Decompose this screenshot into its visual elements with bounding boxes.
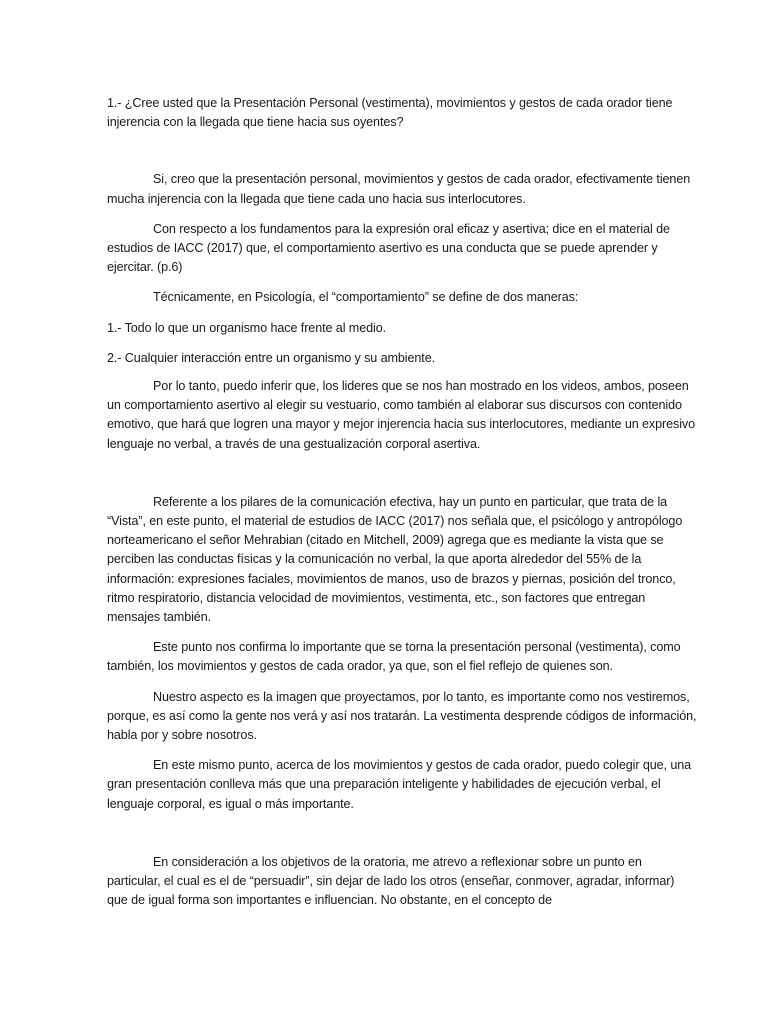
list-item-2: 2.- Cualquier interacción entre un organismo y su ambiente. bbox=[107, 350, 436, 365]
paragraph-assertive-behavior: Con respecto a los fundamentos para la expresión oral eficaz y asertiva; dice en el material de estudios de IACC (2017) que, el comportamiento asertivo es una conducta que se puede aprender y ejercitar. (p.6) bbox=[107, 221, 670, 275]
paragraph-movements-gestures: En este mismo punto, acerca de los movimientos y gestos de cada orador, puedo colegir que, una gran presentación conlleva más que una preparación inteligente y habilidades de ejecución verbal, el lenguaje corporal, es igual o más importante. bbox=[107, 758, 692, 811]
paragraph-answer-intro: Si, creo que la presentación personal, movimientos y gestos de cada orador, efectivamente tienen mucha injerencia con la llegada que tiene cada uno hacia sus interlocutores. bbox=[107, 172, 691, 206]
paragraph-vision-pillar: Referente a los pilares de la comunicación efectiva, hay un punto en particular, que trata de la “Vista”, en este punto, el material de estudios de IACC (2017) nos señala que, el psicólogo y antropólogo norteamericano el señor Mehrabian (citado en Mitchell, 2009) agrega que es mediante la vista que se perciben las conductas físicas y la comunicación no verbal, la que aporta alrededor del 55% de la información: expresiones faciales, movimientos de manos, uso de brazos y piernas, posición del tronco, ritmo respiratorio, distancia velocidad de movimientos, vestimenta, etc., son factores que entregan mensajes también. bbox=[107, 494, 683, 625]
paragraph-behavior-definition: Técnicamente, en Psicología, el “comportamiento” se define de dos maneras: bbox=[153, 290, 579, 305]
paragraph-confirmation: Este punto nos confirma lo importante que se torna la presentación personal (vestimenta), como también, los movimientos y gestos de cada orador, ya que, son el fiel reflejo de quienes son. bbox=[107, 640, 681, 674]
paragraph-oratory-objectives: En consideración a los objetivos de la oratoria, me atrevo a reflexionar sobre un punto en particular, el cual es el de “persuadir”, sin dejar de lado los otros (enseñar, conmover, agradar, informar) que de igual forma son importantes e influencian. No obstante, en el concepto de bbox=[107, 854, 675, 908]
list-item-1: 1.- Todo lo que un organismo hace frente al medio. bbox=[107, 320, 387, 335]
paragraph-leaders-inference: Por lo tanto, puedo inferir que, los lideres que se nos han mostrado en los videos, ambos, poseen un comportamiento asertivo al elegir su vestuario, como también al elaborar sus discursos con contenido emotivo, que hará que logren una mayor y mejor injerencia hacia sus interlocutores, mediante un expresivo lenguaje no verbal, a través de una gestualización corporal asertiva. bbox=[107, 379, 696, 451]
paragraph-appearance: Nuestro aspecto es la imagen que proyectamos, por lo tanto, es importante como nos vestiremos, porque, es así como la gente nos verá y así nos tratarán. La vestimenta desprende códigos de información, habla por y sobre nosotros. bbox=[107, 689, 697, 743]
question-heading: 1.- ¿Cree usted que la Presentación Personal (vestimenta), movimientos y gestos de cada orador tiene injerencia con la llegada que tiene hacia sus oyentes? bbox=[107, 96, 673, 130]
